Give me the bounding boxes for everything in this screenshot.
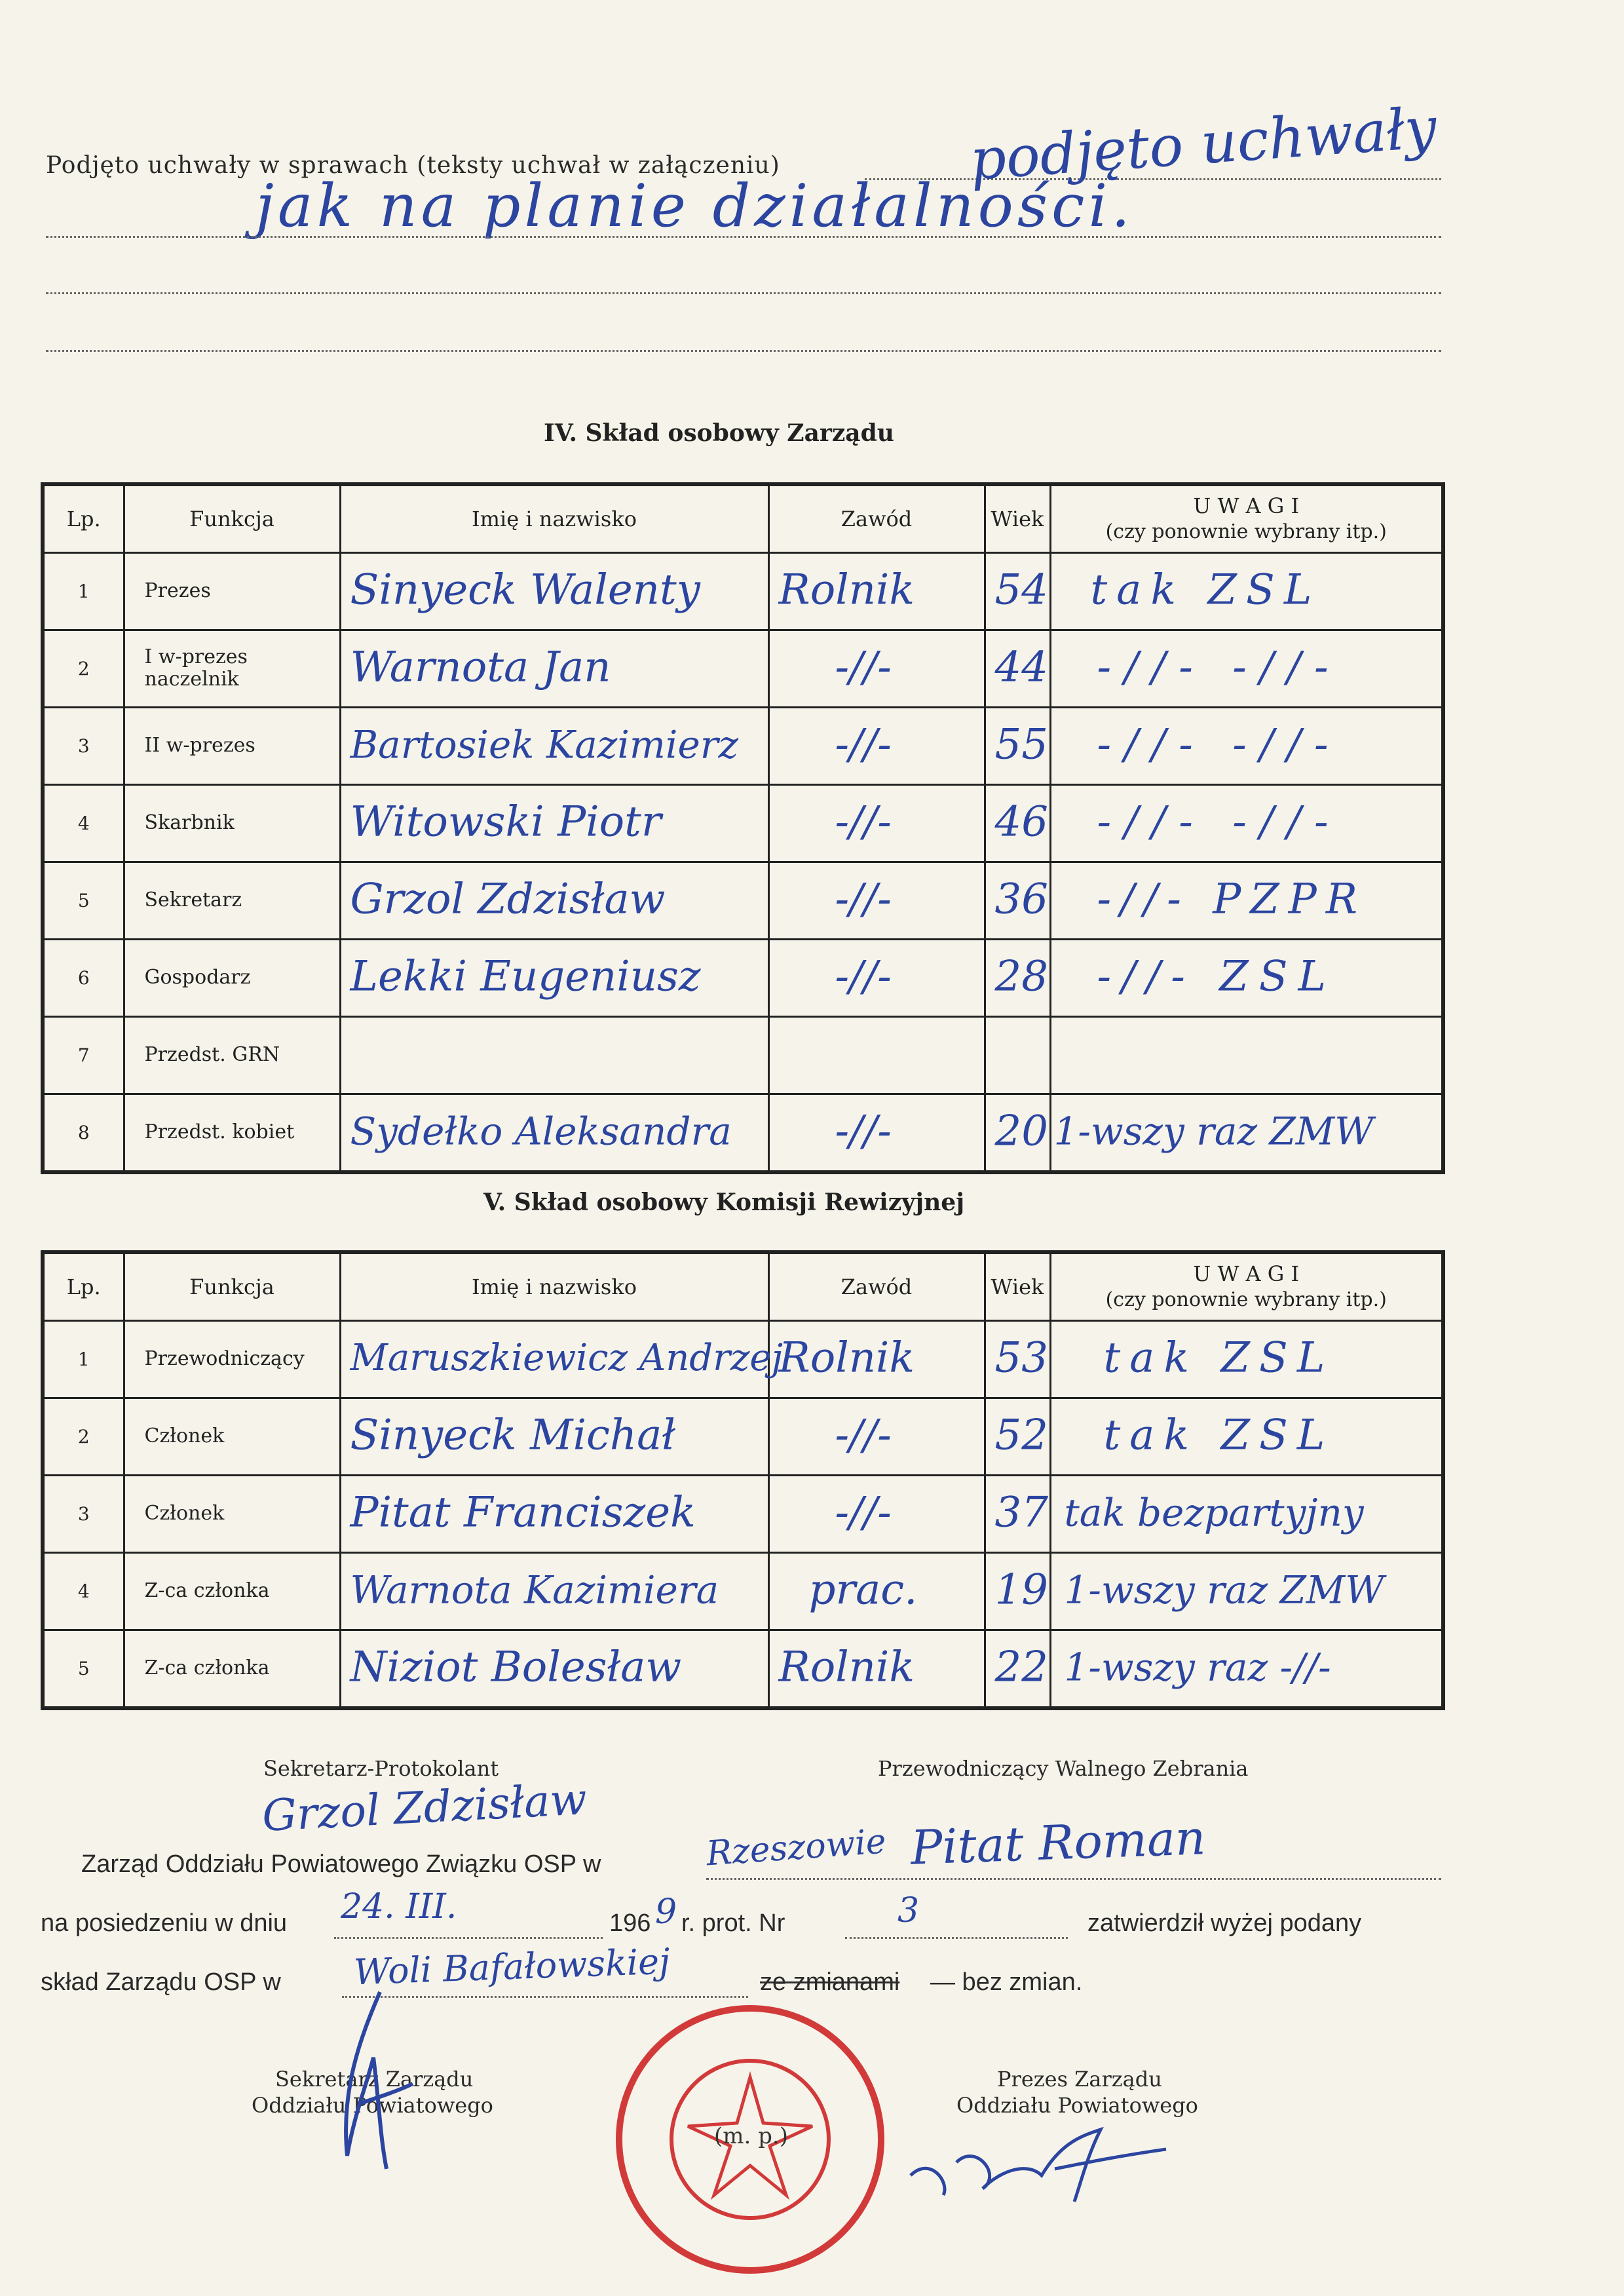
row-wiek-cell xyxy=(985,1630,1050,1708)
approval-prot-number: 3 xyxy=(897,1891,920,1930)
row-zawod-cell xyxy=(768,630,985,707)
header-uwagi xyxy=(1050,484,1443,552)
table-row xyxy=(43,862,1443,939)
row-uwagi: -//- -//- xyxy=(1097,643,1342,692)
row-funkcja: Prezes xyxy=(124,552,340,630)
audit-committee-table xyxy=(41,1250,1445,1710)
row-wiek: 53 xyxy=(994,1333,1048,1383)
approval-date: 24. III. xyxy=(341,1887,457,1926)
section-4-title: IV. Skład osobowy Zarządu xyxy=(544,419,894,447)
row-wiek-cell xyxy=(985,1320,1050,1398)
chairman-label: Przewodniczący Walnego Zebrania xyxy=(878,1756,1249,1781)
resolutions-label: Podjęto uchwały w sprawach (teksty uchwał w załączeniu) xyxy=(46,152,780,179)
footer-left-label-1: Sekretarz Zarządu xyxy=(275,2067,474,2092)
row-wiek-cell xyxy=(985,784,1050,862)
row-uwagi: tak bezpartyjny xyxy=(1064,1490,1364,1535)
row-uwagi-cell xyxy=(1050,1552,1443,1630)
row-funkcja: Członek xyxy=(124,1398,340,1475)
dotted-line xyxy=(334,1937,603,1939)
approval-line-1-prefix: Zarząd Oddziału Powiatowego Związku OSP w xyxy=(81,1850,601,1878)
row-imie: Niziot Bolesław xyxy=(350,1643,682,1692)
row-zawod: -//- xyxy=(835,875,892,924)
row-zawod: -//- xyxy=(835,797,892,847)
row-wiek-cell xyxy=(985,862,1050,939)
row-imie-cell xyxy=(340,630,768,707)
header-uwagi xyxy=(1050,1252,1443,1320)
row-funkcja: Z-ca członka xyxy=(124,1630,340,1708)
row-zawod: Rolnik xyxy=(778,565,915,615)
row-zawod-cell xyxy=(768,707,985,784)
handwritten-resolution-2: jak na planie działalności. xyxy=(255,172,1134,240)
row-wiek-cell xyxy=(985,1552,1050,1630)
approval-prot-label: r. prot. Nr xyxy=(681,1909,785,1937)
row-funkcja: Członek xyxy=(124,1475,340,1552)
row-imie-cell xyxy=(340,862,768,939)
row-uwagi: -//- ZSL xyxy=(1097,952,1337,1001)
row-funkcja: I w-prezes naczelnik xyxy=(124,630,340,707)
row-wiek: 19 xyxy=(994,1565,1048,1615)
row-imie: Bartosiek Kazimierz xyxy=(350,722,739,767)
row-imie-cell xyxy=(340,1475,768,1552)
row-imie-cell xyxy=(340,1094,768,1172)
approval-line-3-suffix: — bez zmian. xyxy=(930,1968,1083,1996)
row-zawod-cell xyxy=(768,1094,985,1172)
approval-year-prefix: 196 xyxy=(609,1909,651,1937)
row-lp: 4 xyxy=(43,784,124,862)
table-row xyxy=(43,1475,1443,1552)
row-uwagi-cell xyxy=(1050,1630,1443,1708)
row-imie-cell xyxy=(340,939,768,1016)
row-imie: Sinyeck Walenty xyxy=(350,565,700,615)
row-imie: Sydełko Aleksandra xyxy=(350,1109,732,1154)
row-imie-cell xyxy=(340,1320,783,1398)
table-row xyxy=(43,1630,1443,1708)
row-zawod-cell xyxy=(768,1552,985,1630)
row-uwagi-cell xyxy=(1050,707,1443,784)
row-wiek: 44 xyxy=(994,643,1048,692)
secretary-signature: Grzol Zdzisław xyxy=(261,1774,588,1841)
footer-right-label-2: Oddziału Powiatowego xyxy=(956,2093,1198,2118)
row-imie-cell xyxy=(340,1016,768,1094)
approval-line-2-suffix: zatwierdził wyżej podany xyxy=(1087,1909,1362,1937)
row-uwagi-cell xyxy=(1050,1320,1443,1398)
approval-city: Rzeszowie xyxy=(705,1822,888,1874)
row-wiek-cell xyxy=(985,1094,1050,1172)
row-lp: 2 xyxy=(43,630,124,707)
row-zawod-cell xyxy=(768,784,985,862)
row-funkcja: Przewodniczący xyxy=(124,1320,340,1398)
handwritten-resolution-1: podjęto uchwały xyxy=(968,95,1439,193)
header-funkcja: Funkcja xyxy=(124,484,340,552)
row-wiek: 20 xyxy=(994,1107,1048,1156)
row-wiek: 28 xyxy=(994,952,1048,1001)
header-imie: Imię i nazwisko xyxy=(340,1252,768,1320)
stamp-mp-label: (m. p.) xyxy=(714,2123,788,2149)
row-funkcja: II w-prezes xyxy=(124,707,340,784)
row-uwagi-cell xyxy=(1050,862,1443,939)
row-zawod-cell xyxy=(768,1630,985,1708)
table-row xyxy=(43,939,1443,1016)
row-funkcja: Z-ca członka xyxy=(124,1552,340,1630)
row-wiek-cell xyxy=(985,1016,1050,1094)
approval-line-3-prefix: skład Zarządu OSP w xyxy=(41,1968,281,1996)
header-zawod: Zawód xyxy=(768,1252,985,1320)
table-header-row xyxy=(43,484,1443,552)
row-imie-cell xyxy=(340,1630,768,1708)
row-imie-cell xyxy=(340,1398,768,1475)
row-zawod: Rolnik xyxy=(778,1333,915,1383)
row-zawod-cell xyxy=(768,939,985,1016)
row-imie-cell xyxy=(340,784,768,862)
row-zawod: Rolnik xyxy=(778,1643,915,1692)
row-uwagi: tak ZSL xyxy=(1103,1411,1334,1460)
row-lp: 8 xyxy=(43,1094,124,1172)
footer-left-label-2: Oddziału Powiatowego xyxy=(252,2093,493,2118)
row-uwagi-cell xyxy=(1050,630,1443,707)
row-funkcja: Przedst. GRN xyxy=(124,1016,340,1094)
row-uwagi: 1-wszy raz ZMW xyxy=(1064,1567,1384,1613)
footer-right-label-1: Prezes Zarządu xyxy=(997,2067,1162,2092)
row-imie: Warnota Jan xyxy=(350,643,611,692)
row-wiek: 46 xyxy=(994,797,1048,847)
row-uwagi: 1-wszy raz ZMW xyxy=(1053,1109,1374,1154)
row-uwagi-cell xyxy=(1050,939,1443,1016)
row-imie: Pitat Franciszek xyxy=(350,1488,696,1537)
row-zawod: -//- xyxy=(835,952,892,1001)
official-stamp xyxy=(616,2005,884,2274)
header-imie: Imię i nazwisko xyxy=(340,484,768,552)
row-uwagi: -//- PZPR xyxy=(1097,875,1367,924)
table-row xyxy=(43,1398,1443,1475)
row-lp: 7 xyxy=(43,1016,124,1094)
row-wiek-cell xyxy=(985,630,1050,707)
row-wiek: 55 xyxy=(994,720,1048,769)
row-zawod-cell xyxy=(768,862,985,939)
row-uwagi-cell xyxy=(1050,552,1443,630)
secretary-protocol-label: Sekretarz-Protokolant xyxy=(263,1756,499,1781)
row-zawod-cell xyxy=(768,552,985,630)
row-funkcja: Sekretarz xyxy=(124,862,340,939)
row-imie: Maruszkiewicz Andrzej xyxy=(350,1337,783,1380)
row-wiek-cell xyxy=(985,1398,1050,1475)
row-zawod: -//- xyxy=(835,1488,892,1537)
header-uwagi-title: U W A G I xyxy=(1193,1261,1300,1286)
row-wiek-cell xyxy=(985,1475,1050,1552)
header-uwagi-sub: (czy ponownie wybrany itp.) xyxy=(1105,520,1387,543)
row-zawod: prac. xyxy=(808,1565,918,1615)
row-zawod-cell xyxy=(768,1475,985,1552)
row-uwagi: -//- -//- xyxy=(1097,797,1342,847)
row-uwagi: -//- -//- xyxy=(1097,720,1342,769)
approval-line-2-prefix: na posiedzeniu w dniu xyxy=(41,1909,288,1937)
row-lp: 3 xyxy=(43,1475,124,1552)
table-row xyxy=(43,1094,1443,1172)
approval-year-digit: 9 xyxy=(655,1892,677,1932)
row-uwagi-cell xyxy=(1050,1016,1443,1094)
row-zawod: -//- xyxy=(835,1107,892,1156)
row-imie: Warnota Kazimiera xyxy=(350,1567,719,1613)
row-lp: 5 xyxy=(43,862,124,939)
row-lp: 4 xyxy=(43,1552,124,1630)
table-row xyxy=(43,1320,1443,1398)
row-uwagi: tak ZSL xyxy=(1090,565,1321,615)
table-row xyxy=(43,630,1443,707)
row-zawod-cell xyxy=(768,1398,985,1475)
row-zawod-cell xyxy=(768,1016,985,1094)
chairman-signature: Pitat Roman xyxy=(909,1810,1207,1875)
row-uwagi: 1-wszy raz -//- xyxy=(1064,1645,1331,1690)
row-zawod: -//- xyxy=(835,720,892,769)
row-lp: 2 xyxy=(43,1398,124,1475)
row-wiek: 22 xyxy=(994,1643,1048,1692)
row-uwagi-cell xyxy=(1050,1094,1443,1172)
table-row xyxy=(43,784,1443,862)
row-imie: Sinyeck Michał xyxy=(350,1411,675,1460)
row-zawod: -//- xyxy=(835,643,892,692)
row-wiek: 36 xyxy=(994,875,1048,924)
row-wiek: 54 xyxy=(994,565,1048,615)
dotted-line xyxy=(46,236,1441,238)
row-lp: 6 xyxy=(43,939,124,1016)
table-row xyxy=(43,1016,1443,1094)
president-board-signature xyxy=(904,2116,1179,2208)
header-uwagi-title: U W A G I xyxy=(1193,493,1300,518)
row-zawod-cell xyxy=(768,1320,985,1398)
row-imie: Lekki Eugeniusz xyxy=(350,952,701,1001)
approval-osp-location: Woli Bafałowskiej xyxy=(353,1940,671,1993)
row-imie-cell xyxy=(340,552,768,630)
row-funkcja: Gospodarz xyxy=(124,939,340,1016)
row-wiek-cell xyxy=(985,552,1050,630)
table-header-row xyxy=(43,1252,1443,1320)
row-funkcja: Przedst. kobiet xyxy=(124,1094,340,1172)
table-row xyxy=(43,707,1443,784)
header-lp: Lp. xyxy=(43,484,124,552)
dotted-line xyxy=(845,1937,1068,1939)
table-row xyxy=(43,552,1443,630)
row-uwagi-cell xyxy=(1050,784,1443,862)
header-wiek: Wiek xyxy=(985,484,1050,552)
header-zawod: Zawód xyxy=(768,484,985,552)
dotted-line xyxy=(706,1878,1441,1880)
header-lp: Lp. xyxy=(43,1252,124,1320)
row-lp: 3 xyxy=(43,707,124,784)
row-uwagi: tak ZSL xyxy=(1103,1333,1334,1383)
header-uwagi-sub: (czy ponownie wybrany itp.) xyxy=(1105,1288,1387,1311)
dotted-line xyxy=(46,350,1441,352)
row-wiek-cell xyxy=(985,939,1050,1016)
section-5-title: V. Skład osobowy Komisji Rewizyjnej xyxy=(483,1189,965,1216)
dotted-line xyxy=(46,292,1441,294)
row-lp: 5 xyxy=(43,1630,124,1708)
row-wiek: 37 xyxy=(994,1488,1048,1537)
row-funkcja: Skarbnik xyxy=(124,784,340,862)
board-table xyxy=(41,482,1445,1174)
row-zawod: -//- xyxy=(835,1411,892,1460)
row-wiek-cell xyxy=(985,707,1050,784)
row-uwagi-cell xyxy=(1050,1475,1443,1552)
row-lp: 1 xyxy=(43,552,124,630)
header-wiek: Wiek xyxy=(985,1252,1050,1320)
table-row xyxy=(43,1552,1443,1630)
row-imie-cell xyxy=(340,707,768,784)
row-lp: 1 xyxy=(43,1320,124,1398)
header-funkcja: Funkcja xyxy=(124,1252,340,1320)
approval-struck-option: ze zmianami xyxy=(760,1968,900,1996)
row-imie: Witowski Piotr xyxy=(350,797,662,847)
row-wiek: 52 xyxy=(994,1411,1048,1460)
secretary-board-signature xyxy=(301,1985,432,2182)
row-imie-cell xyxy=(340,1552,768,1630)
row-imie: Grzol Zdzisław xyxy=(350,875,666,924)
row-uwagi-cell xyxy=(1050,1398,1443,1475)
